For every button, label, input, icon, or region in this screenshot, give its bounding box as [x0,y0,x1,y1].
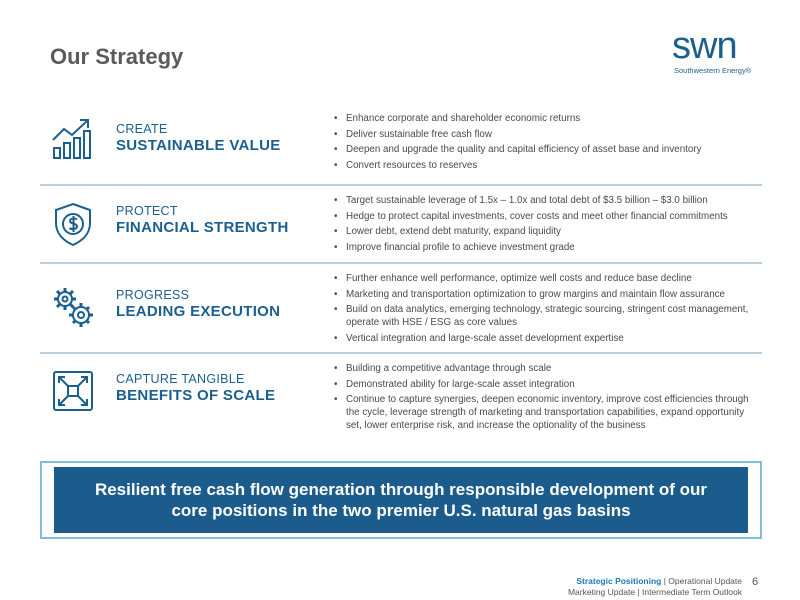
shield-dollar-icon [50,201,96,247]
strategy-label-big: BENEFITS OF SCALE [116,387,276,404]
strategy-row-capture [40,354,762,444]
gears-icon [50,284,96,330]
page-number: 6 [752,576,759,588]
footer-nav [568,576,742,598]
strategy-label [116,204,289,236]
strategy-label-big: SUSTAINABLE VALUE [116,137,281,154]
growth-chart-icon [50,116,96,162]
expand-arrows-icon [50,368,96,414]
footer-line-1 [568,576,742,587]
footer-line-2[interactable]: Marketing Update | Intermediate Term Outlook [567,587,742,597]
strategy-label [116,288,280,320]
bullet-item: • Improve financial profile to achieve investment grade [332,241,762,254]
bullet-item: • Further enhance well performance, optimize well costs and reduce base decline [332,272,762,285]
bullet-list [332,362,762,435]
summary-banner [54,467,748,533]
bullet-item: • Target sustainable leverage of 1.5x – 1.0x and total debt of $3.5 billion – $3.0 billion [332,194,762,207]
footer-link-operational-update[interactable]: Operational Update [668,576,742,586]
strategy-label-small: CREATE [116,122,168,136]
strategy-label [116,372,275,404]
bullet-item: • Continue to capture synergies, deepen economic inventory, improve cost efficiencies through the cycle, leverage strength of marketing and transportation capabilities, expand opportunity set, lower enterprise risk, and increase the optionality of the business [332,393,762,432]
bullet-list [332,272,762,347]
bullet-list [332,194,762,256]
bullet-item: • Enhance corporate and shareholder economic returns [332,112,762,125]
strategy-label-small: PROGRESS [116,288,190,302]
strategy-label-small: PROTECT [116,204,178,218]
summary-banner-text: Resilient free cash flow generation through responsible development of our core positions in the two premier U.S. natural gas basins [94,480,708,520]
strategy-row-protect [40,186,762,264]
bullet-list [332,112,762,174]
logo-wordmark: swn [672,25,737,67]
footer-link-strategic-positioning[interactable]: Strategic Positioning [576,576,662,586]
bullet-item: • Hedge to protect capital investments, cover costs and meet other financial commitments [332,210,762,223]
bullet-item: • Marketing and transportation optimization to grow margins and maintain flow assurance [332,288,762,301]
strategy-label-big: FINANCIAL STRENGTH [116,219,289,236]
company-logo [672,26,764,78]
strategy-rows [40,104,762,444]
page-title: Our Strategy [50,44,184,69]
bullet-item: • Demonstrated ability for large-scale asset integration [332,378,762,391]
footer-separator: | [661,576,669,586]
strategy-label-small: CAPTURE TANGIBLE [116,372,245,386]
strategy-row-progress [40,264,762,354]
strategy-label [116,122,281,154]
logo-subtitle: Southwestern Energy® [674,66,752,75]
strategy-row-create [40,104,762,186]
bullet-item: • Lower debt, extend debt maturity, expand liquidity [332,225,762,238]
bullet-item: • Building a competitive advantage through scale [332,362,762,375]
bullet-item: • Deliver sustainable free cash flow [332,128,762,141]
bullet-item: • Deepen and upgrade the quality and capital efficiency of asset base and inventory [332,143,762,156]
bullet-item: • Build on data analytics, emerging technology, strategic sourcing, stringent cost management, operate with HSE / ESG as core values [332,303,762,329]
bullet-item: • Vertical integration and large-scale asset development expertise [332,332,762,345]
bullet-item: • Convert resources to reserves [332,159,762,172]
strategy-label-big: LEADING EXECUTION [116,303,281,320]
